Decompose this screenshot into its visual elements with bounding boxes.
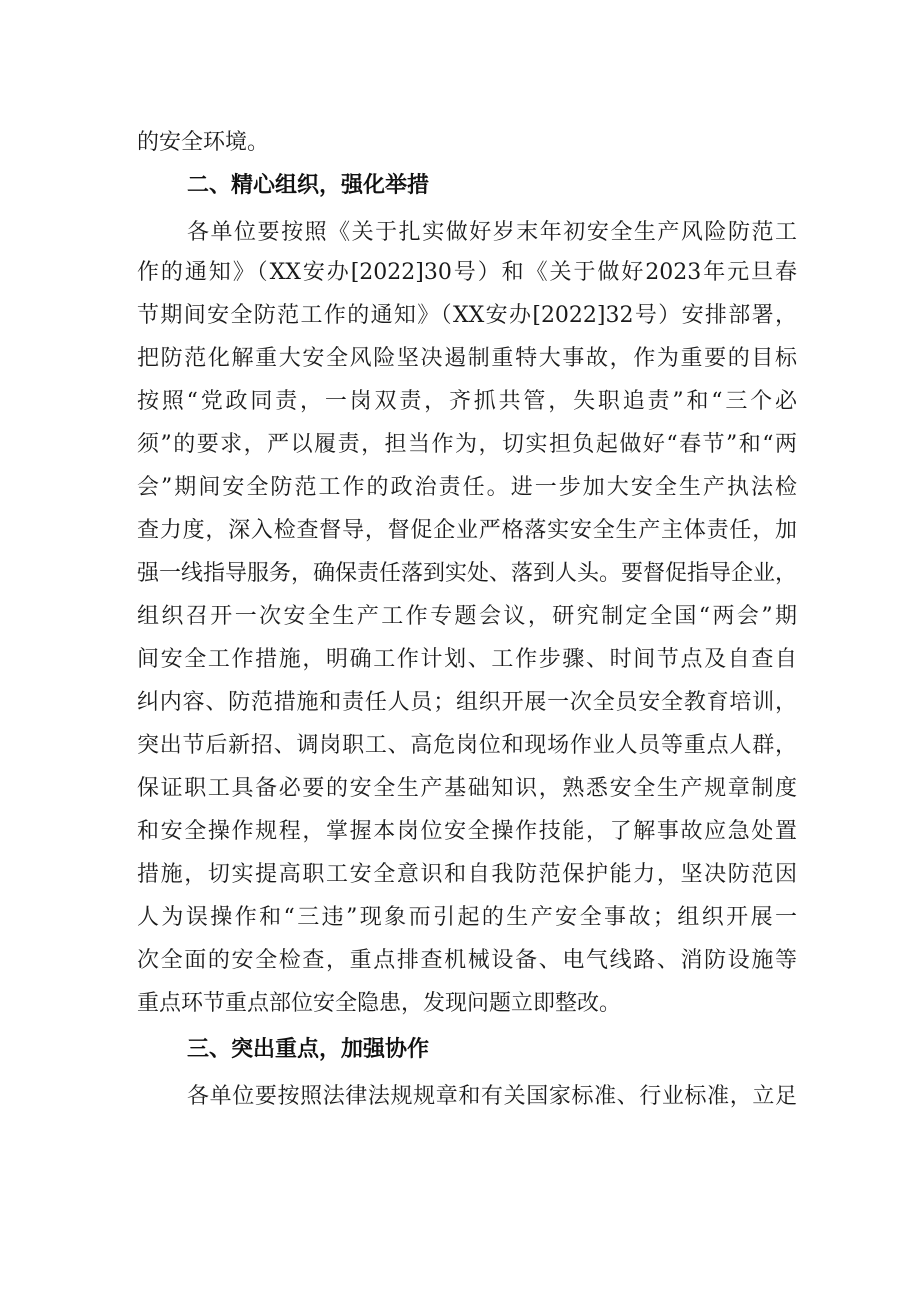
paragraph-line: 突出节后新招、调岗职工、高危岗位和现场作业人员等重点人群，: [137, 733, 797, 758]
paragraph-line: 和安全操作规程，掌握本岗位安全操作技能，了解事故应急处置: [137, 819, 797, 844]
paragraph-line: 间安全工作措施，明确工作计划、工作步骤、时间节点及自查自: [137, 647, 797, 672]
paragraph-line: 把防范化解重大安全风险坚决遏制重特大事故，作为重要的目标: [137, 346, 797, 371]
section-heading-two: 二、精心组织，强化举措: [187, 173, 430, 198]
paragraph-line: 组织召开一次安全生产工作专题会议，研究制定全国“两会”期: [137, 604, 797, 629]
paragraph-line: 保证职工具备必要的安全生产基础知识，熟悉安全生产规章制度: [137, 776, 797, 801]
paragraph-line: 须”的要求，严以履责，担当作为，切实担负起做好“春节”和“两: [137, 432, 797, 457]
paragraph-line: 措施，切实提高职工安全意识和自我防范保护能力，坚决防范因: [137, 862, 797, 887]
section-heading-three: 三、突出重点，加强协作: [187, 1037, 430, 1062]
paragraph-line: 查力度，深入检查督导，督促企业严格落实安全生产主体责任，加: [137, 518, 797, 543]
paragraph-line: 纠内容、防范措施和责任人员；组织开展一次全员安全教育培训，: [137, 690, 797, 715]
paragraph-line: 的安全环境。: [137, 130, 270, 155]
paragraph-line: 人为误操作和“三违”现象而引起的生产安全事故；组织开展一: [137, 905, 797, 930]
paragraph-line: 各单位要按照《关于扎实做好岁末年初安全生产风险防范工: [187, 220, 797, 245]
paragraph-line: 按照“党政同责，一岗双责，齐抓共管，失职追责”和“三个必: [137, 389, 797, 414]
paragraph-line: 作的通知》（XX安办[2022]30号）和《关于做好2023年元旦春: [137, 260, 797, 285]
paragraph-line: 重点环节重点部位安全隐患，发现问题立即整改。: [137, 991, 622, 1016]
paragraph-line: 强一线指导服务，确保责任落到实处、落到人头。要督促指导企业，: [137, 561, 798, 586]
paragraph-line: 次全面的安全检查，重点排查机械设备、电气线路、消防设施等: [137, 948, 797, 973]
paragraph-line: 会”期间安全防范工作的政治责任。进一步加大安全生产执法检: [137, 475, 797, 500]
paragraph-line: 节期间安全防范工作的通知》（XX安办[2022]32号）安排部署，: [137, 303, 797, 328]
paragraph-line: 各单位要按照法律法规规章和有关国家标准、行业标准，立足: [187, 1084, 797, 1109]
